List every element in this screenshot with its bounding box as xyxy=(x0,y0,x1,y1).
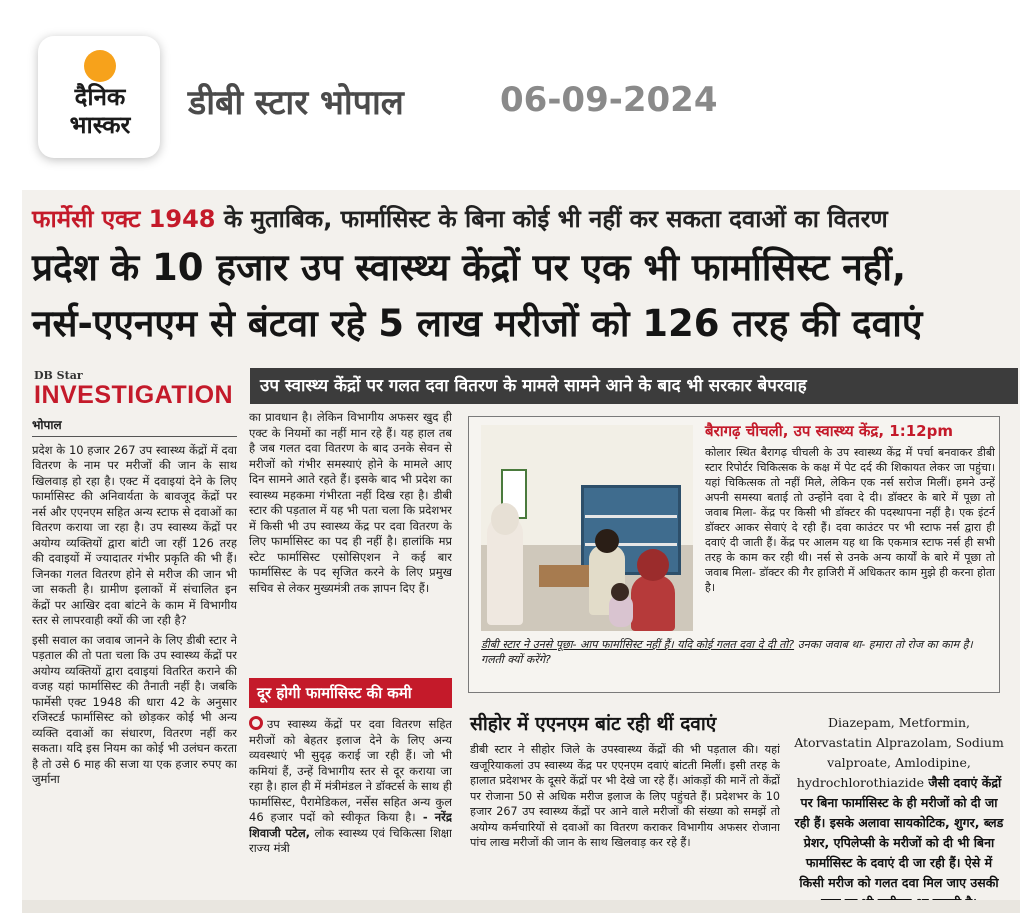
logo-text-line2: भास्कर xyxy=(69,111,131,139)
field-report-text: कोलार स्थित बैरागढ़ चीचली के उप स्वास्थ्य केंद्र में पर्चा बनवाकर डीबी स्टार रिपोर्टर चिकित्सक के कक्ष में पेट दर्द की शिकायत लेकर जा पहुंचा। यहां चिकित्सक तो नहीं मिले, लेकिन एक नर्स सरोज मिलीं। हमने उन्हें अपनी समस्या बताई तो उन्होंने दवा दे दी। डॉक्टर के बारे में पूछा तो जवाब मिला- केंद्र पर किसी भी डॉक्टर की पदस्थापना नहीं है। एक इंटर्न डॉक्टर आकर सेवाएं दे रही हैं। दवा काउंटर पर भी स्टाफ नर्स द्वारा ही दवाएं दी जाती हैं। केंद्र पर आलम यह था कि एकमात्र स्टाफ नर्स ही सभी तरह के काम कर रही थी। नर्स से उनके अन्य कार्यों के बारे में पूछा तो जवाब मिला- डॉक्टर की गैर हाजिरी में अधिकतर काम मुझे ही करना होता है। xyxy=(705,446,995,594)
sidebox-heading: दूर होगी फार्मासिस्ट की कमी xyxy=(249,678,452,708)
sehore-section-text: डीबी स्टार ने सीहोर जिले के उपस्वास्थ्य केंद्रों की भी पड़ताल की। यहां खजूरियाकलां उप स्वास्थ्य केंद्र पर एएनएम दवाएं बांटती मिलीं। इसी तरह के हालात प्रदेशभर के दूसरे केंद्रों पर भी देखे जा रहे हैं। आंकड़ों की मानें तो केंद्रों पर रोजाना 50 से अधिक मरीज इलाज के लिए पहुंचते हैं। प्रदेशभर के 10 हजार 267 उप स्वास्थ्य केंद्रों पर आने वाले मरीजों की संख्या को समझें तो अयोग्य कर्मचारियों से दवाओं का वितरण कराकर विभागीय अफसर रोजाना पांच लाख मरीजों की जान के साथ खिलवाड़ कर रहे हैं। xyxy=(470,743,780,849)
minister-name: - नरेंद्र शिवाजी पटेल, xyxy=(249,810,452,840)
field-report-box xyxy=(468,416,1000,693)
clipping-bottom-edge xyxy=(22,900,1020,913)
article-column-1 xyxy=(32,418,237,908)
investigation-brand xyxy=(34,370,244,408)
headline-line-1: प्रदेश के 10 हजार उप स्वास्थ्य केंद्रों पर एक भी फार्मासिस्ट नहीं, xyxy=(32,246,907,289)
brand-small: DB Star xyxy=(34,369,83,382)
subheadline-bar: उप स्वास्थ्य केंद्रों पर गलत दवा वितरण के मामले सामने आने के बाद भी सरकार बेपरवाह xyxy=(250,368,1018,404)
photo-child-head xyxy=(611,583,629,601)
sehore-section-title: सीहोर में एएनएम बांट रही थीं दवाएं xyxy=(470,713,717,735)
dainik-bhaskar-logo[interactable] xyxy=(38,36,160,158)
logo-text-line1: दैनिक xyxy=(74,83,126,111)
paragraph: का प्रावधान है। लेकिन विभागीय अफसर खुद ही एक्ट के नियमों का नहीं मान रहे हैं। यह हाल तब है जब गलत दवा वितरण के बाद उनके सेवन से मरीजों को गंभीर समस्याएं होने के मामले आए दिन सामने आते रहते हैं। इसके बाद भी प्रदेश का स्वास्थ्य महकमा गंभीरता नहीं दिख रहा है। डीबी स्टार की पड़ताल में यह भी पता चला कि प्रदेशभर में किसी भी उप स्वास्थ्य केंद्र पर दवा वितरण के लिए फार्मासिस्ट का पद ही नहीं है। हालांकि मप्र स्टेट फार्मासिस्ट एसोसिएशन ने कई बार फार्मासिस्ट के पद सृजित करने के लिए प्रमुख सचिव से लेकर मुख्यमंत्री तक ज्ञापन दिए हैं। xyxy=(249,410,452,595)
article-column-2 xyxy=(249,410,452,670)
newspaper-clipping[interactable] xyxy=(22,190,1020,913)
paragraph: प्रदेश के 10 हजार 267 उप स्वास्थ्य केंद्रों में दवा वितरण के नाम पर मरीजों की जान के साथ खिलवाड़ हो रहा है। एक्ट में दवाइयां देने के लिए फार्मासिस्ट की अनिवार्यता के बावजूद केंद्रों पर नर्स और एएनएम सहित अन्य स्टाफ से दवाओं का वितरण कराया जा रहा है। उप स्वास्थ्य केंद्रों पर अयोग्य व्यक्तियों द्वारा बांटी जा रहीं 126 तरह की दवाइयों में ज्यादातर गंभीर प्रकृति की भी हैं। जिनका गलत वितरण होने से मरीज की जान भी जा सकती है। ग्रामीण इलाकों में संचालित इन केंद्रों पर आखिर दवा बांटने के काम में विभागीय स्तर से लापरवाही क्यों की जा रही है? xyxy=(32,442,237,627)
brand-big: INVESTIGATION xyxy=(34,381,234,409)
photo-shelf-line xyxy=(585,515,677,518)
edition-title: डीबी स्टार भोपाल xyxy=(188,83,404,123)
field-report-qa xyxy=(481,637,993,687)
sun-icon xyxy=(84,50,116,82)
field-report-answer: उनका जवाब था- हमारा तो रोज का काम है। गलती क्यों करेंगे? xyxy=(481,638,973,666)
kicker-text: के मुताबिक, फार्मासिस्ट के बिना कोई भी नहीं कर सकता दवाओं का वितरण xyxy=(215,205,888,233)
health-centre-photo[interactable] xyxy=(481,425,693,631)
quote-bullet-icon xyxy=(249,716,263,730)
drug-note: जैसी दवाएं केंद्रों पर बिना फार्मासिस्ट के ही मरीजों को दी जा रही हैं। इसके अलावा सायकोटिक, शुगर, ब्लड प्रेशर, एपिलेप्सी के मरीजों को दी भी बिना फार्मासिस्ट के दवाएं दी जा रही हैं। ऐसे में किसी मरीज को गलत दवा मिल जाए उसकी xyxy=(794,775,1004,890)
field-report-title: बैरागढ़ चीचली, उप स्वास्थ्य केंद्र, 1:12pm xyxy=(705,422,953,440)
paragraph: इसी सवाल का जवाब जानने के लिए डीबी स्टार ने पड़ताल की तो पता चला कि उप स्वास्थ्य केंद्रों पर अयोग्य व्यक्तियों द्वारा दवाइयां वितरित कराने की वजह यहां फार्मासिस्ट की तैनाती नहीं है। जबकि फार्मेसी एक्ट 1948 की धारा 42 के अनुसार रजिस्टर्ड फार्मासिस्ट को छोड़कर कोई भी अन्य व्यक्ति दवाओं का संधारण, वितरण नहीं कर सकता। यदि इस नियम का कोई भी उलंघन करता है तो उसे 6 माह की सजा या एक हजार रुपए का जुर्माना xyxy=(32,632,237,786)
dateline-city: भोपाल xyxy=(32,418,237,437)
photo-person-nurse-head xyxy=(491,503,519,535)
photo-person-patient-head xyxy=(637,549,669,581)
kicker-line xyxy=(32,202,1017,235)
photo-person-staff-head xyxy=(595,529,619,553)
drug-list-box xyxy=(794,712,1004,908)
main-headline xyxy=(32,240,1017,352)
headline-line-2: नर्स-एएनएम से बंटवा रहे 5 लाख मरीजों को 126 तरह की दवाएं xyxy=(32,302,923,345)
app-header xyxy=(0,0,1021,190)
photo-person-patient xyxy=(631,575,675,631)
sidebox-body: उप स्वास्थ्य केंद्रों पर दवा वितरण सहित मरीजों को बेहतर इलाज देने के लिए अन्य व्यवस्थाएं भी सुदृढ़ कराई जा रही हैं। जो भी कमियां हैं, उन्हें विभागीय स्तर से दूर कराया जा रहा है। हाल ही में मंत्रीमंडल ने डॉक्टर्स के साथ ही फार्मासिस्ट, पैरामेडिकल, नर्सेस सहित अन्य कुल 46 हजार पदों को स्वीकृत किया है। xyxy=(249,717,452,824)
minister-designation: लोक स्वास्थ्य एवं चिकित्सा शिक्षा राज्य मंत्री xyxy=(249,825,452,855)
edition-date: 06-09-2024 xyxy=(500,80,718,120)
drug-names: Diazepam, Metformin, Atorvastatin Alprazolam, Sodium valproate, Amlodipine, hydrochlorothiazide xyxy=(794,715,1004,790)
field-report-question: डीबी स्टार ने उनसे पूछा- आप फार्मासिस्ट नहीं हैं। यदि कोई गलत दवा दे दी तो? xyxy=(481,638,795,651)
sidebox-text xyxy=(249,716,452,908)
kicker-highlight: फार्मेसी एक्ट 1948 xyxy=(32,205,216,233)
